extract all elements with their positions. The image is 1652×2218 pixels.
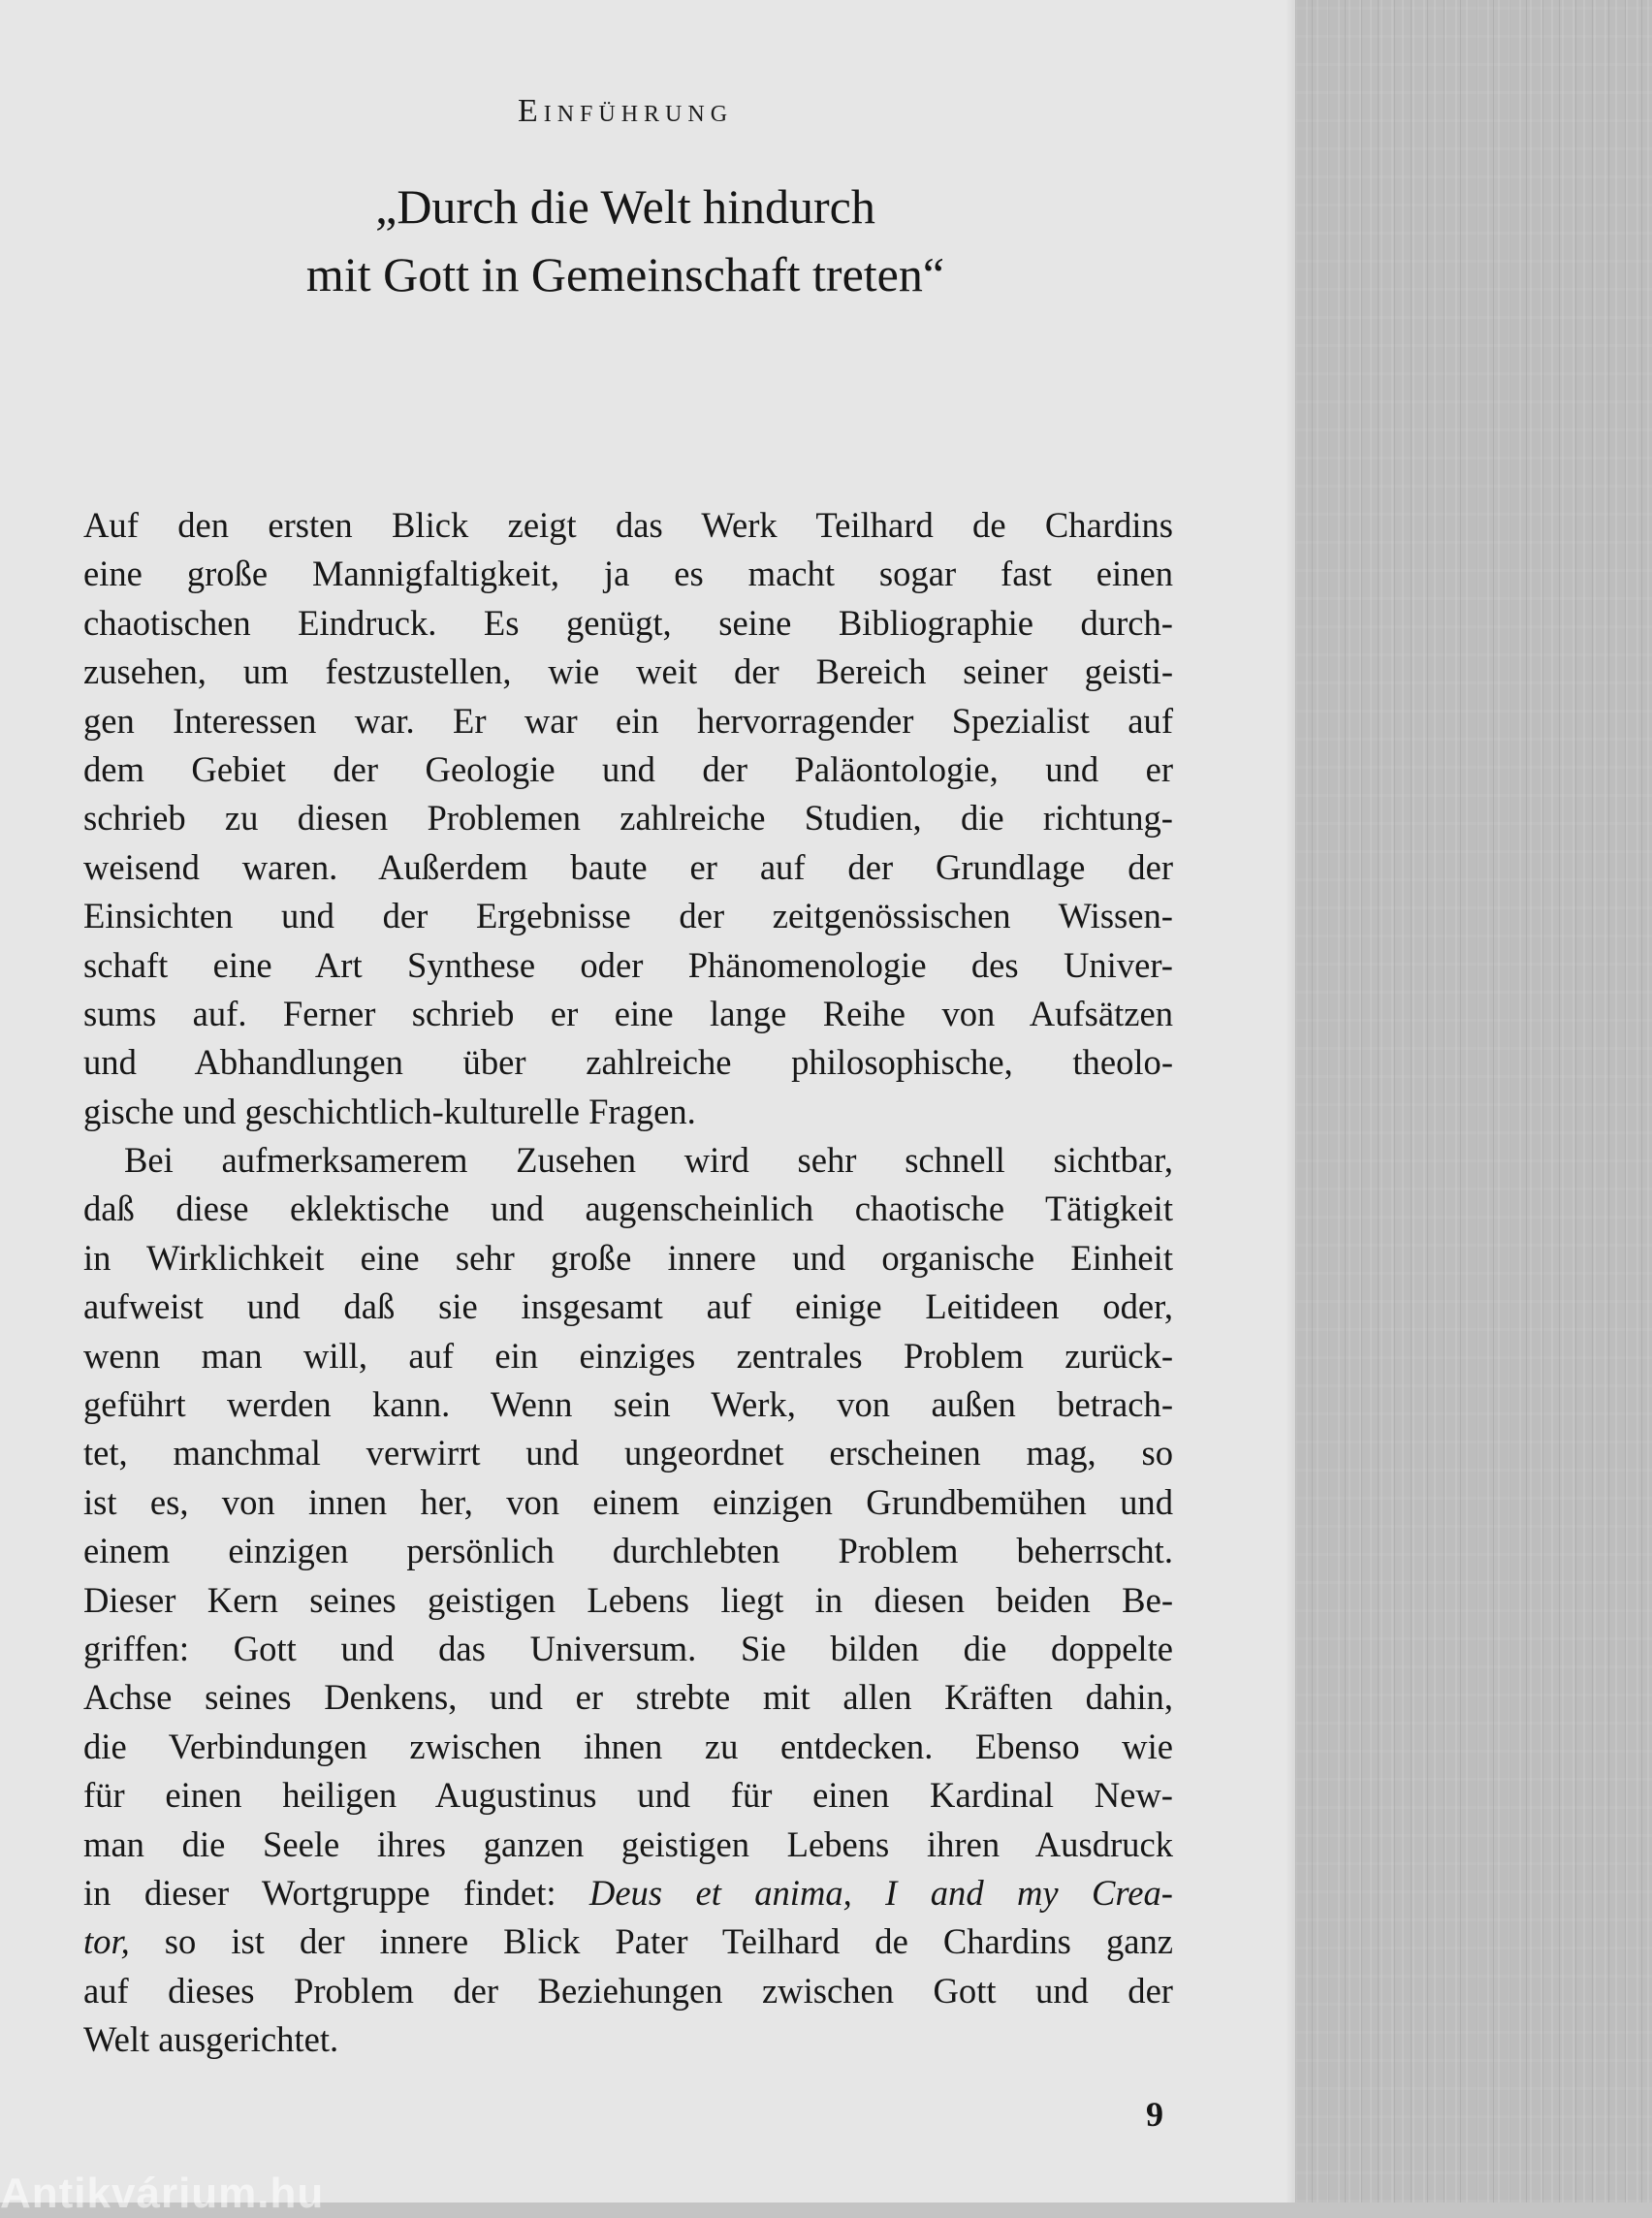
text-line: schaft eine Art Synthese oder Phänomenologie des Univer- <box>83 944 1173 985</box>
text-line: man die Seele ihres ganzen geistigen Lebens ihren Ausdruck <box>83 1823 1173 1864</box>
page-number: 9 <box>1146 2095 1163 2134</box>
text-line: in Wirklichkeit eine sehr große innere und organische Einheit <box>83 1237 1173 1278</box>
text-line: Welt ausgerichtet. <box>83 2019 339 2060</box>
text-line: die Verbindungen zwischen ihnen zu entdecken. Ebenso wie <box>83 1726 1173 1766</box>
chapter-label: Einführung <box>517 93 734 129</box>
latin-quote: Deus et anima, I and my Crea- <box>588 1872 1173 1913</box>
text-line: dem Gebiet der Geologie und der Paläontologie, und er <box>83 748 1173 789</box>
background-surface <box>1295 0 1652 2202</box>
text-line: zusehen, um festzustellen, wie weit der Bereich seiner geisti- <box>83 651 1173 692</box>
text-line <box>83 1917 1173 1966</box>
text-run: so ist der innere Blick Pater Teilhard de Chardins ganz <box>129 1921 1173 1962</box>
body-text <box>83 501 1173 2065</box>
text-line: schrieb zu diesen Problemen zahlreiche Studien, die richtung- <box>83 798 1173 839</box>
latin-quote: tor, <box>83 1921 130 1962</box>
watermark: Antikvárium.hu <box>0 2170 325 2217</box>
text-line: tet, manchmal verwirrt und ungeordnet erscheinen mag, so <box>83 1433 1173 1473</box>
text-line: daß diese eklektische und augenscheinlich chaotische Tätigkeit <box>83 1188 1173 1229</box>
text-line: Auf den ersten Blick zeigt das Werk Teilhard de Chardins <box>83 505 1173 545</box>
text-line: auf dieses Problem der Beziehungen zwischen Gott und der <box>83 1970 1173 2011</box>
text-line: griffen: Gott und das Universum. Sie bilden die doppelte <box>83 1628 1173 1668</box>
text-line: Einsichten und der Ergebnisse der zeitgenössischen Wissen- <box>83 896 1173 936</box>
text-line: wenn man will, auf ein einziges zentrales Problem zurück- <box>83 1335 1173 1376</box>
text-line: Achse seines Denkens, und er strebte mit allen Kräften dahin, <box>83 1677 1173 1718</box>
text-line: für einen heiligen Augustinus und für einen Kardinal New- <box>83 1775 1173 1816</box>
text-line: Dieser Kern seines geistigen Lebens liegt in diesen beiden Be- <box>83 1579 1173 1620</box>
text-line: einem einzigen persönlich durchlebten Problem beherrscht. <box>83 1531 1173 1571</box>
title-line: „Durch die Welt hindurch <box>375 179 875 234</box>
text-line: geführt werden kann. Wenn sein Werk, von außen betrach- <box>83 1384 1173 1425</box>
text-line <box>83 1869 1173 1917</box>
text-line: aufweist und daß sie insgesamt auf einige Leitideen oder, <box>83 1286 1173 1327</box>
title-line: mit Gott in Gemeinschaft treten“ <box>305 247 945 301</box>
text-line: ist es, von innen her, von einem einzigen Grundbemühen und <box>83 1481 1173 1522</box>
text-line: gen Interessen war. Er war ein hervorragender Spezialist auf <box>83 700 1173 741</box>
text-line: und Abhandlungen über zahlreiche philosophische, theolo- <box>83 1042 1173 1083</box>
text-line: chaotischen Eindruck. Es genügt, seine Bibliographie durch- <box>83 602 1173 643</box>
text-line: weisend waren. Außerdem baute er auf der Grundlage der <box>83 846 1173 887</box>
text-line: sums auf. Ferner schrieb er eine lange Reihe von Aufsätzen <box>83 993 1173 1033</box>
chapter-title <box>0 173 1251 308</box>
text-line: eine große Mannigfaltigkeit, ja es macht sogar fast einen <box>83 554 1173 594</box>
text-run: in dieser Wortgruppe findet: <box>83 1872 589 1913</box>
text-line: Bei aufmerksamerem Zusehen wird sehr schnell sichtbar, <box>124 1140 1173 1181</box>
text-line: gische und geschichtlich-kulturelle Fragen. <box>83 1091 696 1131</box>
